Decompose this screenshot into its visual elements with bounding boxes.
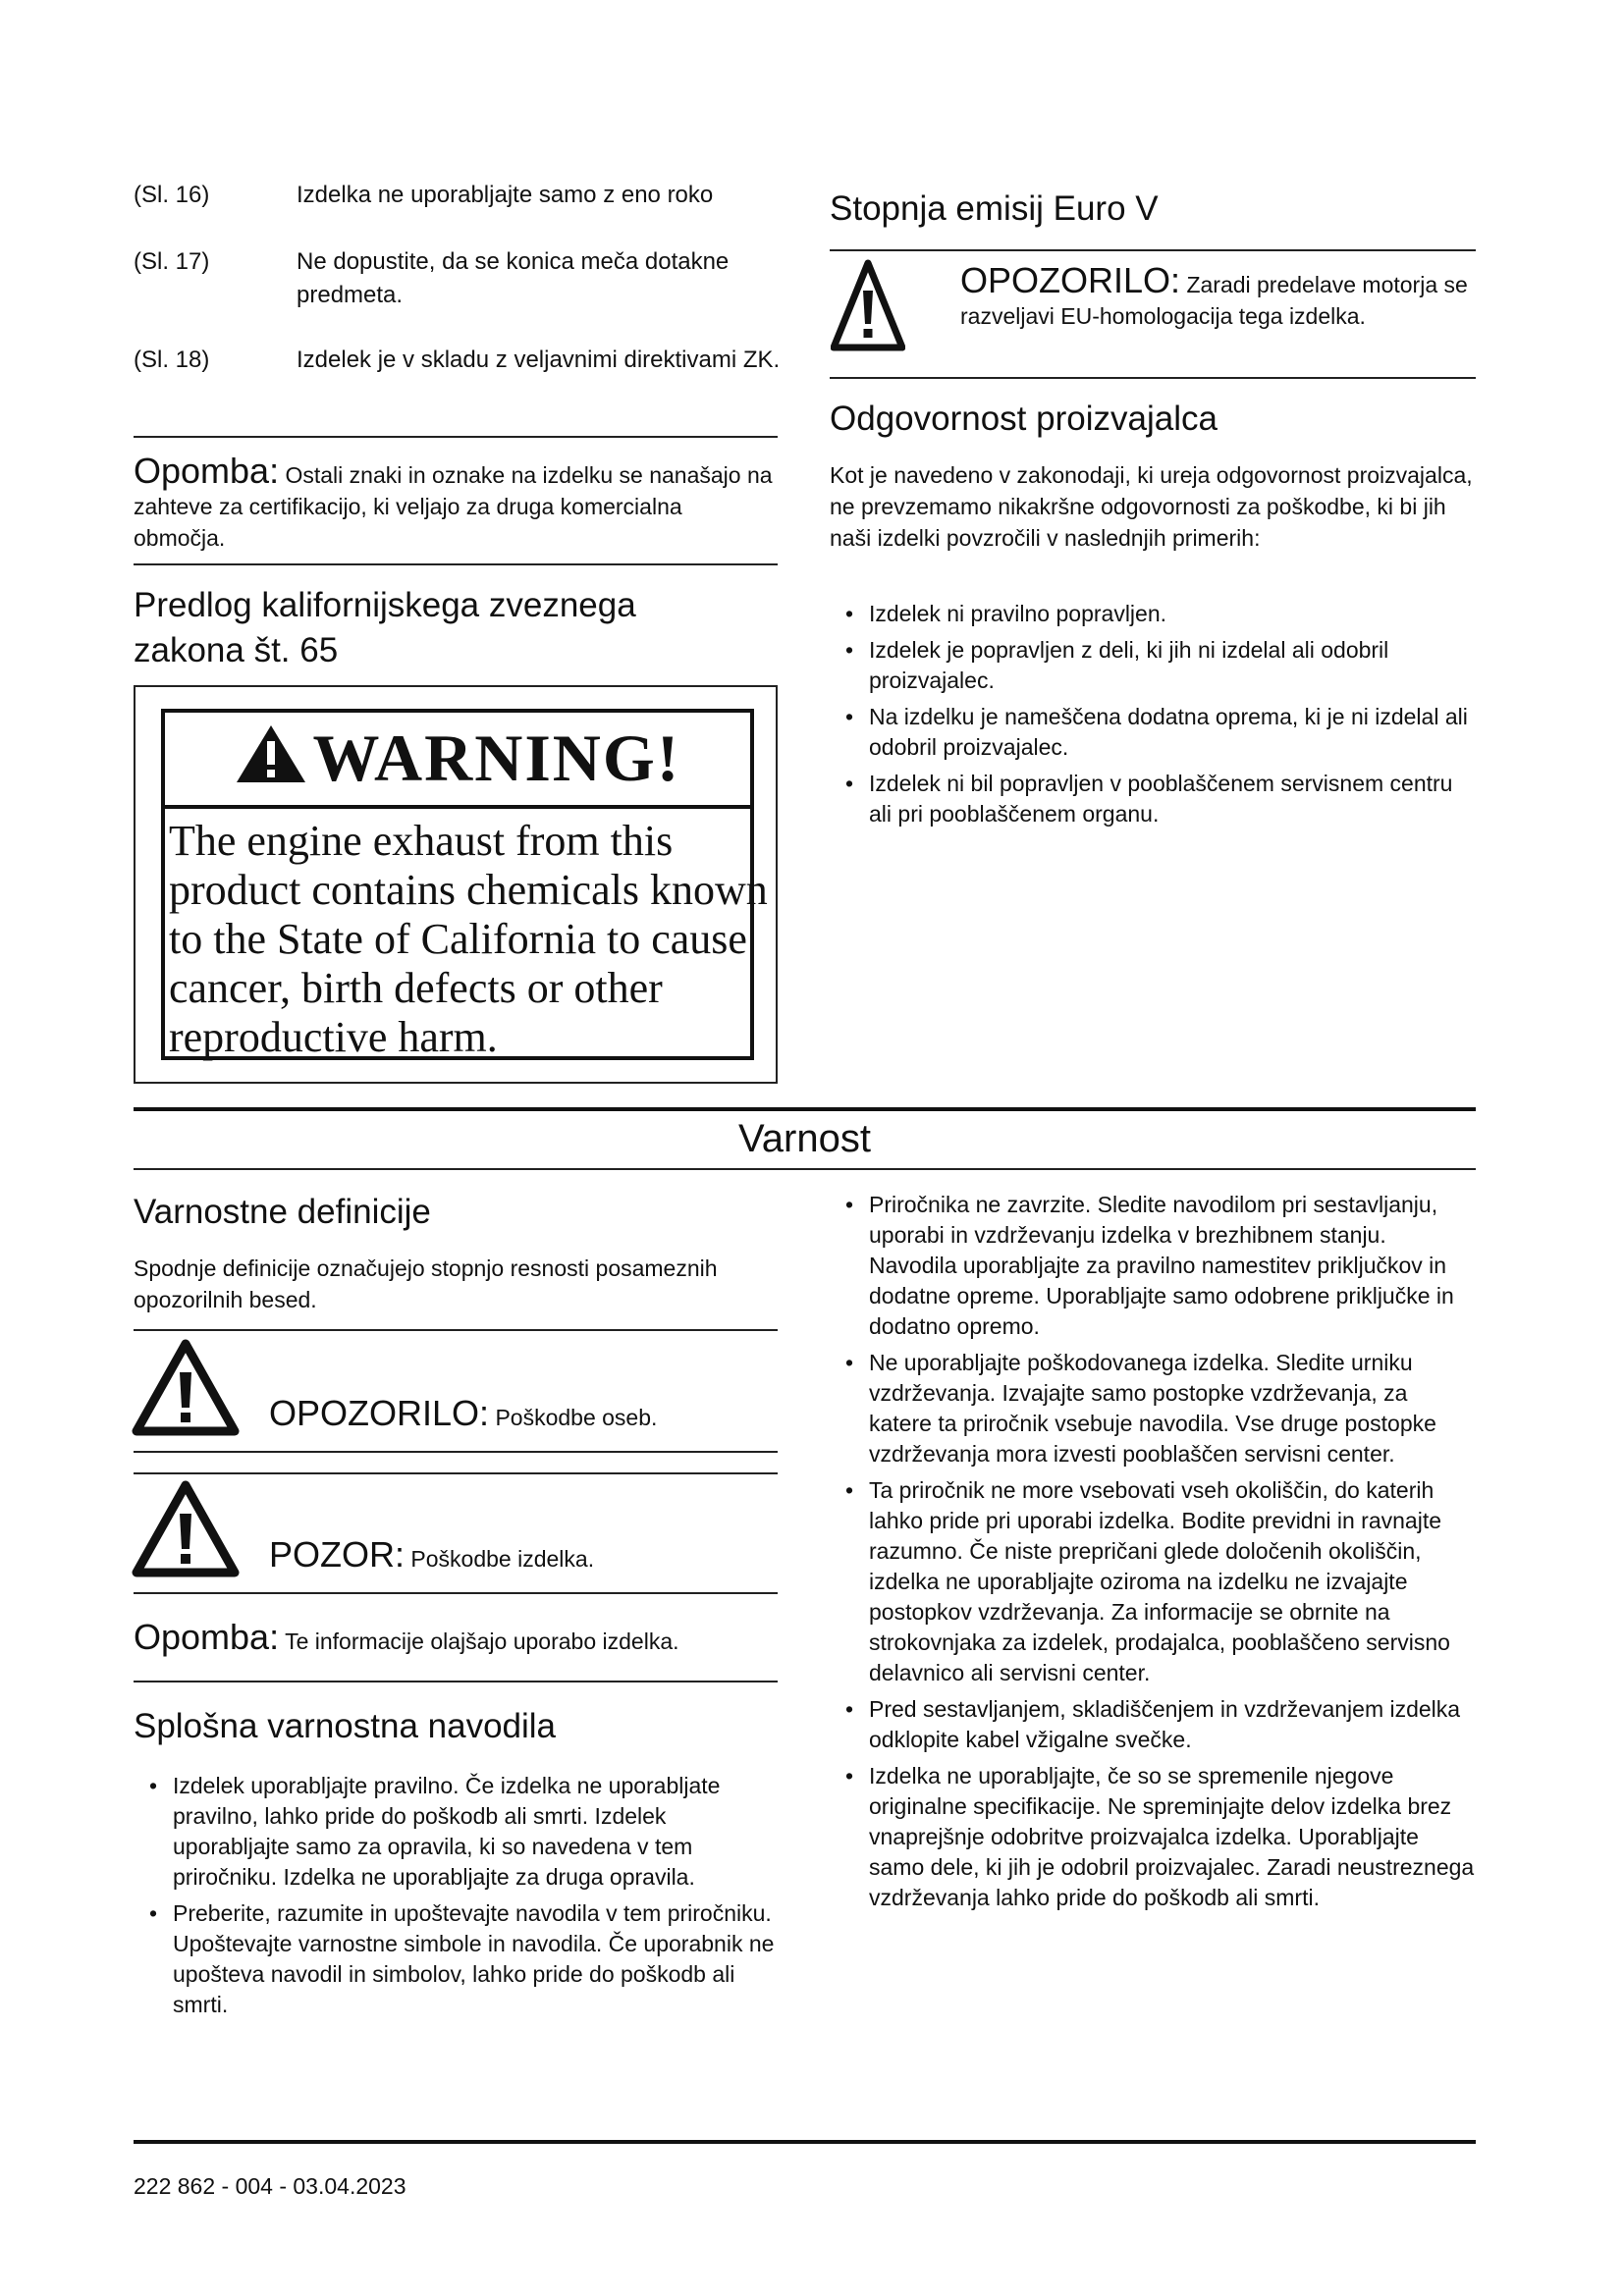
divider [134,1451,778,1453]
definition-warning [269,1393,780,1433]
definition-caution-text: Poškodbe izdelka. [410,1546,595,1572]
list-item: • Izdelka ne uporabljajte, če so se spremenile njegove originalne specifikacije. Ne spreminjajte delov izdelka brez vnaprejšnje odobritve proizvajalca izdelka. Uporabljajte samo dele, ki jih je odobril proizvajalec. Zaradi neustreznega vzdrževanja lahko pride do poškodb ali smrti. [845,1763,1475,1910]
prop65-warning-title: WARNING! [312,721,681,795]
prop65-warning-title-row [165,719,750,797]
warning-triangle-icon [831,259,905,351]
list-item: • Izdelek ni pravilno popravljen. [845,601,1167,626]
general-list-left [134,1771,778,2026]
prop65-warning-label [134,685,778,1084]
symbol-text: Izdelka ne uporabljajte samo z eno roko [297,182,714,208]
symbol-text: Ne dopustite, da se konica meča dotakne predmeta. [297,248,730,308]
definition-warning-lead: OPOZORILO: [269,1393,490,1433]
divider [134,1472,778,1474]
divider [134,1681,778,1682]
definition-caution-lead: POZOR: [269,1534,406,1575]
divider [134,436,778,438]
general-heading: Splošna varnostna navodila [134,1707,557,1745]
warning-triangle-icon [132,1480,240,1578]
list-item: • Priročnika ne zavrzite. Sledite navodilom pri sestavljanju, uporabi in vzdrževanju izdelka v brezhibnem stanju. Navodila uporabljajte za pravilno namestitev priključkov in dodatne opreme. Uporabljajte samo odobrene priključke in dodatno opremo. [845,1192,1454,1339]
general-list-right [830,1190,1476,1919]
divider [134,563,778,565]
list-item: • Izdelek uporabljajte pravilno. Če izdelka ne uporabljate pravilno, lahko pride do poškodb ali smrti. Izdelek uporabljajte samo za opravila, ki so navedena v tem priročniku. Izdelka ne uporabljajte za druga opravila. [149,1773,721,1890]
prop65-warning-separator [165,805,750,809]
definition-note-lead: Opomba: [134,1617,280,1657]
footer-rule [134,2140,1476,2144]
list-item: • Na izdelku je nameščena dodatna oprema, ki je ni izdelal ali odobril proizvajalec. [845,704,1468,760]
definitions-heading: Varnostne definicije [134,1193,431,1231]
list-item: • Ne uporabljajte poškodovanega izdelka. Sledite urniku vzdrževanja. Izvajajte samo postopke vzdrževanja, za katere ta priročnik vsebuje navodila. Vse druge postopke vzdrževanja mora izvesti pooblaščen servisni center. [845,1350,1436,1467]
emission-warning-text: Zaradi predelave motorja se razveljavi EU-homologacija tega izdelka. [960,272,1468,329]
definition-warning-text: Poškodbe oseb. [495,1405,658,1430]
divider [134,1592,778,1594]
symbol-label: (Sl. 18) [134,347,210,373]
list-item: • Pred sestavljanjem, skladiščenjem in vzdrževanjem izdelka odklopite kabel vžigalne svečke. [845,1696,1461,1752]
list-item: • Preberite, razumite in upoštevajte navodila v tem priročniku. Upoštevajte varnostne simbole in navodila. Če uporabnik ne upošteva navodil in simbolov, lahko pride do poškodb ali smrti. [149,1900,775,2017]
divider [830,249,1476,251]
definitions-intro: Spodnje definicije označujejo stopnjo resnosti posameznih opozorilnih besed. [134,1255,718,1312]
symbol-text: Izdelek je v skladu z veljavnimi direktivami ZK. [297,347,781,373]
symbol-label: (Sl. 17) [134,248,210,275]
note-paragraph [134,451,778,554]
note-lead: Opomba: [134,451,280,491]
emission-heading: Stopnja emisij Euro V [830,189,1159,228]
warning-triangle-icon [235,723,307,784]
list-item: • Ta priročnik ne more vsebovati vseh okoliščin, do katerih lahko pride pri uporabi izdelka. Bodite previdni in ravnajte razumno. Če niste prepričani glede določenih okoliščin, izdelka ne uporabljajte oziroma na izdelku ne izvajajte postopkov vzdrževanja. Za informacije se obrnite na strokovnjaka za izdelek, prodajalca, pooblaščeno servisno delavnico ali servisni center. [845,1477,1450,1685]
footer-doc-id: 222 862 - 004 - 03.04.2023 [134,2173,406,2199]
symbol-label: (Sl. 16) [134,182,210,208]
note-text: Ostali znaki in oznake na izdelku se nanašajo na zahteve za certifikacijo, ki veljajo za druga komercialna območja. [134,462,773,551]
list-item: • Izdelek ni bil popravljen v pooblaščenem servisnem centru ali pri pooblaščenem organu. [845,771,1453,827]
section-rule-top [134,1107,1476,1111]
emission-warning-lead: OPOZORILO: [960,260,1181,300]
liability-list [830,599,1476,835]
prop65-heading: Predlog kalifornijskega zveznega zakona št. 65 [134,586,636,669]
list-item: • Izdelek je popravljen z deli, ki jih ni izdelal ali odobril proizvajalec. [845,637,1389,693]
section-rule-bottom [134,1168,1476,1170]
definition-note [134,1617,778,1657]
warning-triangle-icon [132,1339,240,1437]
liability-heading: Odgovornost proizvajalca [830,400,1218,438]
definition-note-text: Te informacije olajšajo uporabo izdelka. [285,1629,679,1654]
prop65-warning-text: The engine exhaust from this product contains chemicals known to the State of California to cause cancer, birth defects or other reproductive harm. [169,817,768,1061]
emission-warning [960,260,1476,332]
liability-intro: Kot je navedeno v zakonodaji, ki ureja odgovornost proizvajalca, ne prevzemamo nikakršne odgovornosti za poškodbe, ki bi jih naši izdelki povzročili v naslednjih primerih: [830,462,1473,551]
prop65-warning-frame [161,709,768,1061]
definition-caution [269,1534,780,1575]
section-title: Varnost [738,1117,871,1160]
divider [134,1329,778,1331]
divider [830,377,1476,379]
